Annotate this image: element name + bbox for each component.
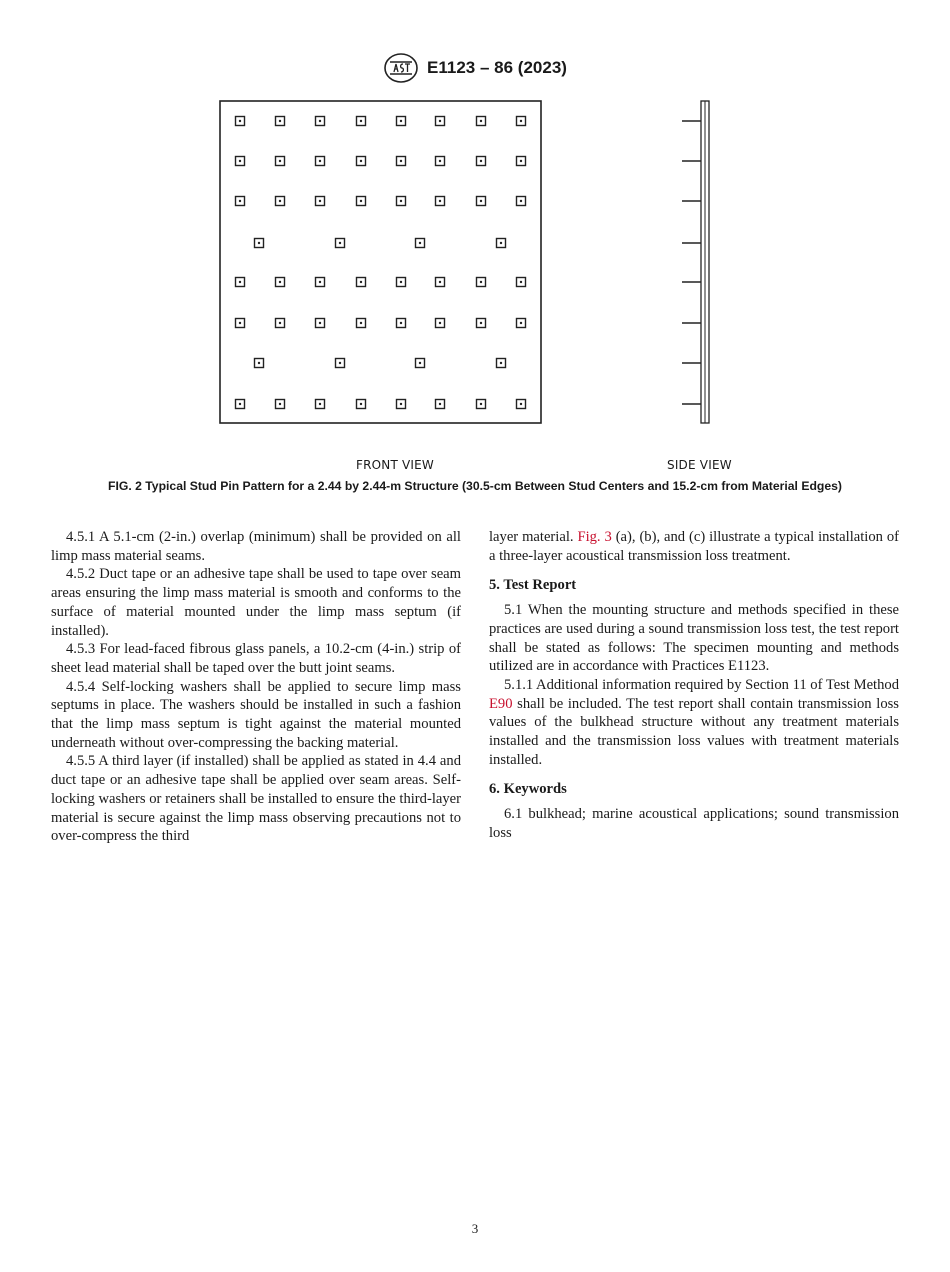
- stud-pin-center: [480, 120, 482, 122]
- stud-pin-center: [239, 281, 241, 283]
- stud-pin-center: [400, 403, 402, 405]
- stud-pin-center: [400, 281, 402, 283]
- stud-pin-center: [520, 322, 522, 324]
- paragraph-4-5-3: 4.5.3 For lead-faced fibrous glass panels, a 10.2-cm (4-in.) strip of sheet lead material shall be taped over the butt joint seams.: [51, 641, 461, 676]
- stud-pin-center: [480, 403, 482, 405]
- stud-pin-center: [480, 160, 482, 162]
- stud-pin-grid: [236, 117, 526, 409]
- astm-logo-icon: [383, 52, 419, 84]
- stud-pin-center: [400, 160, 402, 162]
- side-view-label: SIDE VIEW: [667, 458, 732, 472]
- stud-pin-center: [319, 200, 321, 202]
- stud-pin-center: [360, 160, 362, 162]
- stud-pin-center: [480, 322, 482, 324]
- stud-pin-center: [279, 120, 281, 122]
- e90-link[interactable]: E90: [489, 695, 513, 712]
- side-view-studs: [682, 121, 701, 404]
- fig-3-link[interactable]: Fig. 3: [577, 529, 612, 545]
- section-5-heading: 5. Test Report: [489, 577, 577, 594]
- paragraph-4-5-4: 4.5.4 Self-locking washers shall be applied to secure limp mass septums in place. The washers should be installed in such a fashion that the limp mass septum is tight against the material mounted underneath without over-compressing the backing material.: [51, 678, 461, 751]
- paragraph-continuation: layer material. Fig. 3 (a), (b), and (c) illustrate a typical installation of a three-layer acoustical transmission loss treatment.: [489, 529, 900, 564]
- stud-pin-center: [520, 120, 522, 122]
- stud-pin-center: [319, 322, 321, 324]
- stud-pin-center: [400, 322, 402, 324]
- stud-pin-center: [239, 403, 241, 405]
- right-column: [489, 528, 899, 843]
- stud-pin-center: [239, 160, 241, 162]
- stud-pin-center: [339, 362, 341, 364]
- paragraph-5-1-1: 5.1.1 Additional information required by Section 11 of Test Method E90 shall be included. The test report shall contain transmission loss values of the bulkhead structure without any treatment materials installed and the transmission loss values with treatment materials installed.: [489, 676, 899, 768]
- stud-pin-center: [500, 362, 502, 364]
- stud-pin-center: [319, 160, 321, 162]
- stud-pin-center: [419, 362, 421, 364]
- stud-pin-center: [258, 242, 260, 244]
- page-header: [0, 52, 950, 84]
- paragraph-5-1: 5.1 When the mounting structure and methods specified in these practices are used during a sound transmission loss test, the test report shall be stated as follows: The specimen mounting and methods utilized are in accordance with Practices E1123.: [489, 602, 899, 675]
- stud-pin-center: [439, 403, 441, 405]
- stud-pin-center: [480, 200, 482, 202]
- stud-pin-center: [239, 322, 241, 324]
- stud-pin-center: [360, 403, 362, 405]
- stud-pin-center: [319, 403, 321, 405]
- stud-pin-center: [500, 242, 502, 244]
- stud-pin-center: [439, 160, 441, 162]
- stud-pin-figure: [0, 98, 950, 478]
- stud-pin-center: [279, 322, 281, 324]
- paragraph-4-5-2: 4.5.2 Duct tape or an adhesive tape shall be used to tape over seam areas ensuring the limp mass material is smooth and conforms to the surface of material mounted under the limp mass septum (if installed).: [51, 566, 461, 639]
- paragraph-4-5-5: 4.5.5 A third layer (if installed) shall be applied as stated in 4.4 and duct tape or an adhesive tape shall be applied over seam areas. Self-locking washers or retainers shall be installed to ensure the third-layer material is secure against the limp mass observing precautions not to over-compress the third: [51, 753, 461, 845]
- stud-pin-center: [439, 200, 441, 202]
- front-view-panel: [220, 101, 541, 423]
- stud-pin-center: [279, 403, 281, 405]
- stud-pin-center: [279, 281, 281, 283]
- stud-pin-center: [439, 322, 441, 324]
- stud-pin-center: [279, 200, 281, 202]
- stud-pin-center: [279, 160, 281, 162]
- left-column: [51, 528, 461, 846]
- standard-designation: E1123 – 86 (2023): [427, 58, 567, 77]
- stud-pin-center: [419, 242, 421, 244]
- stud-pin-center: [520, 160, 522, 162]
- stud-pin-center: [520, 200, 522, 202]
- stud-pin-center: [239, 120, 241, 122]
- stud-pin-center: [400, 120, 402, 122]
- stud-pin-center: [439, 281, 441, 283]
- stud-pin-center: [319, 281, 321, 283]
- stud-pin-center: [360, 281, 362, 283]
- stud-pin-center: [439, 120, 441, 122]
- stud-pin-center: [480, 281, 482, 283]
- side-view-panel: [682, 101, 709, 423]
- stud-pin-center: [400, 200, 402, 202]
- paragraph-4-5-1: 4.5.1 A 5.1-cm (2-in.) overlap (minimum) shall be provided on all limp mass material seams.: [51, 529, 461, 564]
- stud-pin-center: [319, 120, 321, 122]
- stud-pin-center: [520, 403, 522, 405]
- stud-pin-center: [360, 322, 362, 324]
- front-view-label: FRONT VIEW: [356, 458, 435, 472]
- figure-caption: FIG. 2 Typical Stud Pin Pattern for a 2.44 by 2.44-m Structure (30.5-cm Between Stud Centers and 15.2-cm from Material Edges): [108, 479, 842, 493]
- stud-pin-center: [339, 242, 341, 244]
- paragraph-6-1: 6.1 bulkhead; marine acoustical applications; sound transmission loss: [489, 806, 899, 841]
- section-6-heading: 6. Keywords: [489, 781, 567, 798]
- stud-pin-center: [258, 362, 260, 364]
- stud-pin-center: [360, 120, 362, 122]
- stud-pin-center: [239, 200, 241, 202]
- stud-pin-center: [360, 200, 362, 202]
- stud-pin-center: [520, 281, 522, 283]
- page-number: 3: [471, 1221, 479, 1236]
